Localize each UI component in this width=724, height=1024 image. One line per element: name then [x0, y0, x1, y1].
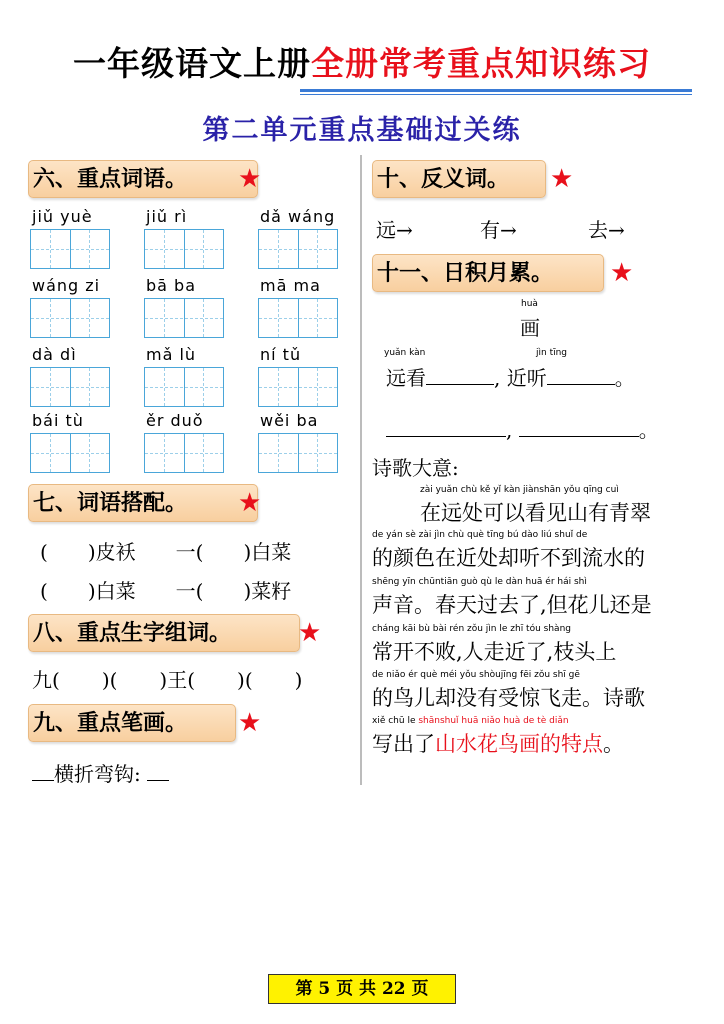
- meaning-line-2: 的颜色在近处却听不到流水的: [372, 546, 645, 570]
- grid-guide-line: [203, 230, 204, 268]
- meaning-pinyin-2: de yán sè zài jìn chù què tīng bú dào liú shuǐ de: [372, 530, 588, 540]
- pinyin-label: jiǔ yuè: [32, 207, 93, 226]
- page-title: [0, 38, 724, 85]
- pinyin-label: jiǔ rì: [146, 207, 188, 226]
- meaning-pinyin-3: shēng yīn chūntiān guò qù le dàn huā ér hái shì: [372, 577, 587, 587]
- star-icon: ★: [550, 164, 574, 194]
- grid-guide-line: [317, 299, 318, 337]
- grid-guide-line: [145, 318, 223, 319]
- pinyin-label: mā ma: [260, 276, 321, 295]
- meaning-line-5: 的鸟儿却没有受惊飞走。诗歌: [372, 686, 645, 710]
- star-icon: ★: [610, 258, 634, 288]
- grid-guide-line: [89, 368, 90, 406]
- pinyin-label: wěi ba: [260, 411, 319, 430]
- grid-guide-line: [31, 249, 109, 250]
- page-subtitle: 第二单元重点基础过关练: [202, 115, 522, 146]
- writing-grid[interactable]: [258, 433, 338, 473]
- grid-guide-line: [203, 299, 204, 337]
- grid-guide-line: [145, 387, 223, 388]
- antonym-2: 有→: [480, 218, 517, 242]
- title-underline: [300, 89, 692, 92]
- grid-guide-line: [164, 368, 165, 406]
- grid-guide-line: [203, 368, 204, 406]
- pinyin-label: ní tǔ: [260, 345, 302, 364]
- grid-guide-line: [259, 249, 337, 250]
- title-red: 全册常考重点知识练习: [311, 44, 651, 83]
- grid-guide-line: [259, 387, 337, 388]
- grid-guide-line: [89, 230, 90, 268]
- grid-guide-line: [164, 299, 165, 337]
- antonym-3: 去→: [588, 218, 625, 242]
- poem-line-1: 远看 , 近听 。: [386, 366, 635, 390]
- grid-guide-line: [164, 434, 165, 472]
- grid-guide-line: [89, 299, 90, 337]
- writing-grid[interactable]: [144, 229, 224, 269]
- grid-guide-line: [50, 299, 51, 337]
- page-number: 第 5 页 共 22 页: [268, 974, 456, 1004]
- meaning-line-4: 常开不败,人走近了,枝头上: [372, 640, 617, 664]
- grid-guide-line: [278, 299, 279, 337]
- star-icon: ★: [238, 488, 262, 518]
- meaning-pinyin-4: cháng kāi bù bài rén zǒu jìn le zhī tóu shàng: [372, 624, 571, 634]
- poem-title: 画: [520, 316, 540, 340]
- meaning-line-1: 在远处可以看见山有青翠: [420, 501, 651, 525]
- pinyin-label: bā ba: [146, 276, 197, 295]
- line1-pinyin-a: yuǎn kàn: [384, 348, 426, 358]
- grid-guide-line: [89, 434, 90, 472]
- writing-grid[interactable]: [258, 367, 338, 407]
- writing-grid[interactable]: [144, 367, 224, 407]
- pinyin-label: mǎ lù: [146, 345, 197, 364]
- grid-guide-line: [31, 453, 109, 454]
- grid-guide-line: [50, 230, 51, 268]
- line1-pinyin-b: jìn tīng: [536, 348, 568, 358]
- grid-guide-line: [50, 434, 51, 472]
- section-heading-7: 七、词语搭配。: [28, 484, 258, 522]
- antonym-1: 远→: [376, 218, 413, 242]
- pinyin-label: ěr duǒ: [146, 411, 204, 430]
- grid-guide-line: [317, 368, 318, 406]
- meaning-pinyin-6: xiě chū le shānshuǐ huā niǎo huà de tè diǎn: [372, 716, 569, 726]
- match-row-1: ( )皮袄 一( )白菜: [40, 540, 292, 564]
- grid-guide-line: [145, 249, 223, 250]
- section-heading-11: 十一、日积月累。: [372, 254, 604, 292]
- grid-guide-line: [278, 368, 279, 406]
- pinyin-label: dǎ wáng: [260, 207, 336, 226]
- title-black: 一年级语文上册: [73, 44, 311, 83]
- poem-title-pinyin: huà: [521, 299, 538, 309]
- writing-grid[interactable]: [258, 298, 338, 338]
- star-icon: ★: [238, 164, 262, 194]
- pinyin-label: dà dì: [32, 345, 77, 364]
- meaning-pinyin-5: de niǎo ér què méi yǒu shòujīng fēi zǒu shī gē: [372, 670, 580, 680]
- grid-guide-line: [145, 453, 223, 454]
- grid-guide-line: [317, 434, 318, 472]
- grid-guide-line: [278, 434, 279, 472]
- writing-grid[interactable]: [30, 229, 110, 269]
- section-heading-6: 六、重点词语。: [28, 160, 258, 198]
- writing-grid[interactable]: [144, 298, 224, 338]
- grid-guide-line: [203, 434, 204, 472]
- grid-guide-line: [317, 230, 318, 268]
- section-heading-9: 九、重点笔画。: [28, 704, 236, 742]
- grid-guide-line: [164, 230, 165, 268]
- meaning-label: 诗歌大意:: [372, 456, 459, 480]
- meaning-line-3: 声音。春天过去了,但花儿还是: [372, 593, 652, 617]
- writing-grid[interactable]: [30, 433, 110, 473]
- title-underline-thin: [300, 94, 692, 95]
- star-icon: ★: [298, 618, 322, 648]
- pinyin-label: wáng zi: [32, 276, 101, 295]
- star-icon: ★: [238, 708, 262, 738]
- writing-grid[interactable]: [258, 229, 338, 269]
- grid-guide-line: [278, 230, 279, 268]
- grid-guide-line: [259, 318, 337, 319]
- writing-grid[interactable]: [30, 298, 110, 338]
- grid-guide-line: [50, 368, 51, 406]
- section-heading-10: 十、反义词。: [372, 160, 546, 198]
- grid-guide-line: [31, 387, 109, 388]
- meaning-pinyin-1: zài yuǎn chù kě yǐ kàn jiànshān yǒu qīng cuì: [420, 485, 619, 495]
- grid-guide-line: [259, 453, 337, 454]
- meaning-line-6: 写出了山水花鸟画的特点。: [372, 732, 624, 756]
- poem-line-2: , 。: [386, 414, 659, 443]
- zuci-row: 九( )( )王( )( ): [32, 668, 303, 692]
- stroke-row: 横折弯钩:: [32, 758, 169, 787]
- match-row-2: ( )白菜 一( )菜籽: [40, 579, 292, 603]
- pinyin-label: bái tù: [32, 411, 84, 430]
- writing-grid[interactable]: [30, 367, 110, 407]
- section-heading-8: 八、重点生字组词。: [28, 614, 300, 652]
- grid-guide-line: [31, 318, 109, 319]
- column-divider: [360, 155, 362, 785]
- writing-grid[interactable]: [144, 433, 224, 473]
